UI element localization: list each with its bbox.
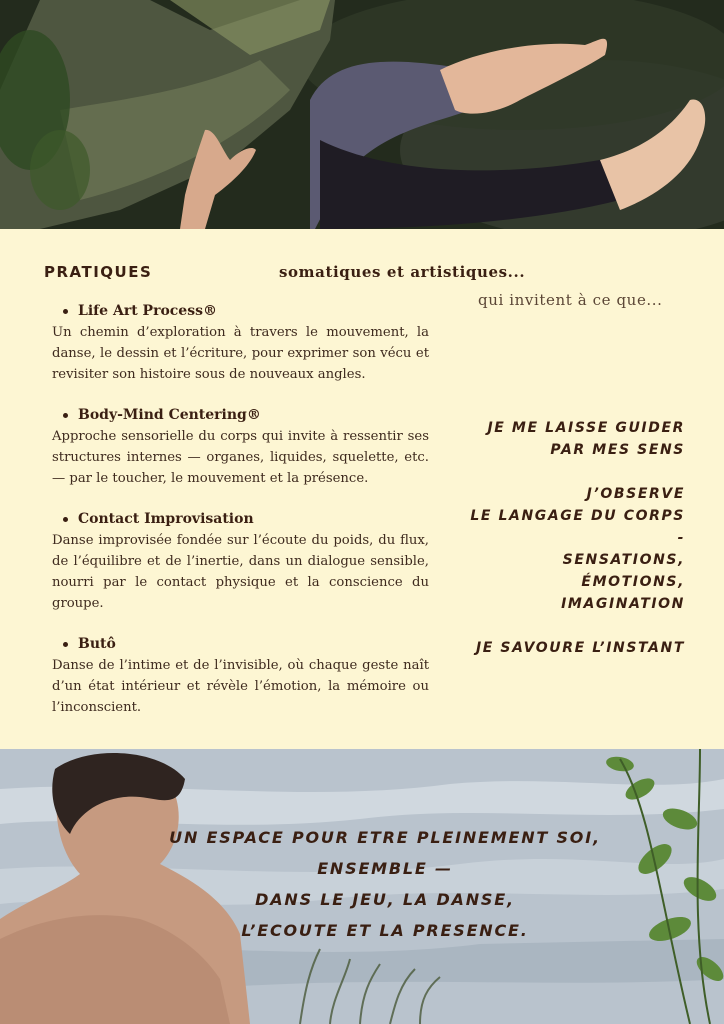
phrase-line: LE LANGAGE DU CORPS <box>470 508 685 524</box>
phrase-line: - <box>677 530 685 546</box>
phrase-line: JE ME LAISSE GUIDER <box>487 420 685 436</box>
top-photo-illustration <box>0 0 724 229</box>
phrase-line: J’OBSERVE <box>586 486 685 502</box>
banner-line: ENSEMBLE — <box>317 859 453 878</box>
invitation-phrases <box>425 417 685 659</box>
banner-line: L’ECOUTE ET LA PRESENCE. <box>241 921 529 940</box>
practice-title: Butô <box>52 634 429 655</box>
phrase-line: IMAGINATION <box>561 596 685 612</box>
practice-description: Danse improvisée fondée sur l’écoute du poids, du flux, de l’équilibre et de l’inertie, dans un dialogue sensible, nourri par le contact physique et la conscience du groupe. <box>52 533 429 611</box>
practice-life-art-process <box>52 301 429 385</box>
banner-text <box>150 822 620 946</box>
phrase-line: JE SAVOURE L’INSTANT <box>475 640 685 656</box>
practice-contact-improvisation <box>52 509 429 614</box>
top-photo <box>0 0 724 229</box>
practice-body-mind-centering <box>52 405 429 489</box>
pratiques-heading: PRATIQUES <box>44 263 153 281</box>
practice-title: Contact Improvisation <box>52 509 429 530</box>
banner-line: UN ESPACE POUR ETRE PLEINEMENT SOI, <box>169 828 601 847</box>
practice-title: Life Art Process® <box>52 301 429 322</box>
practice-description: Approche sensorielle du corps qui invite à ressentir ses structures internes — organes, liquides, squelette, etc. — par le toucher, le mouvement et la présence. <box>52 429 429 486</box>
somatiques-heading: somatiques et artistiques... <box>279 263 526 281</box>
practice-description: Un chemin d’exploration à travers le mouvement, la danse, le dessin et l’écriture, pour exprimer son vécu et revisiter son histoire sous de nouveaux angles. <box>52 325 429 382</box>
phrase-line: SENSATIONS, <box>562 552 685 568</box>
phrase-line: PAR MES SENS <box>550 442 685 458</box>
practice-description: Danse de l’intime et de l’invisible, où chaque geste naît d’un état intérieur et révèle l’émotion, la mémoire ou l’inconscient. <box>52 658 429 715</box>
phrase-line: ÉMOTIONS, <box>581 574 685 590</box>
practice-buto <box>52 634 429 718</box>
practice-title: Body-Mind Centering® <box>52 405 429 426</box>
banner-line: DANS LE JEU, LA DANSE, <box>255 890 515 909</box>
invitent-subheading: qui invitent à ce que... <box>478 291 663 309</box>
